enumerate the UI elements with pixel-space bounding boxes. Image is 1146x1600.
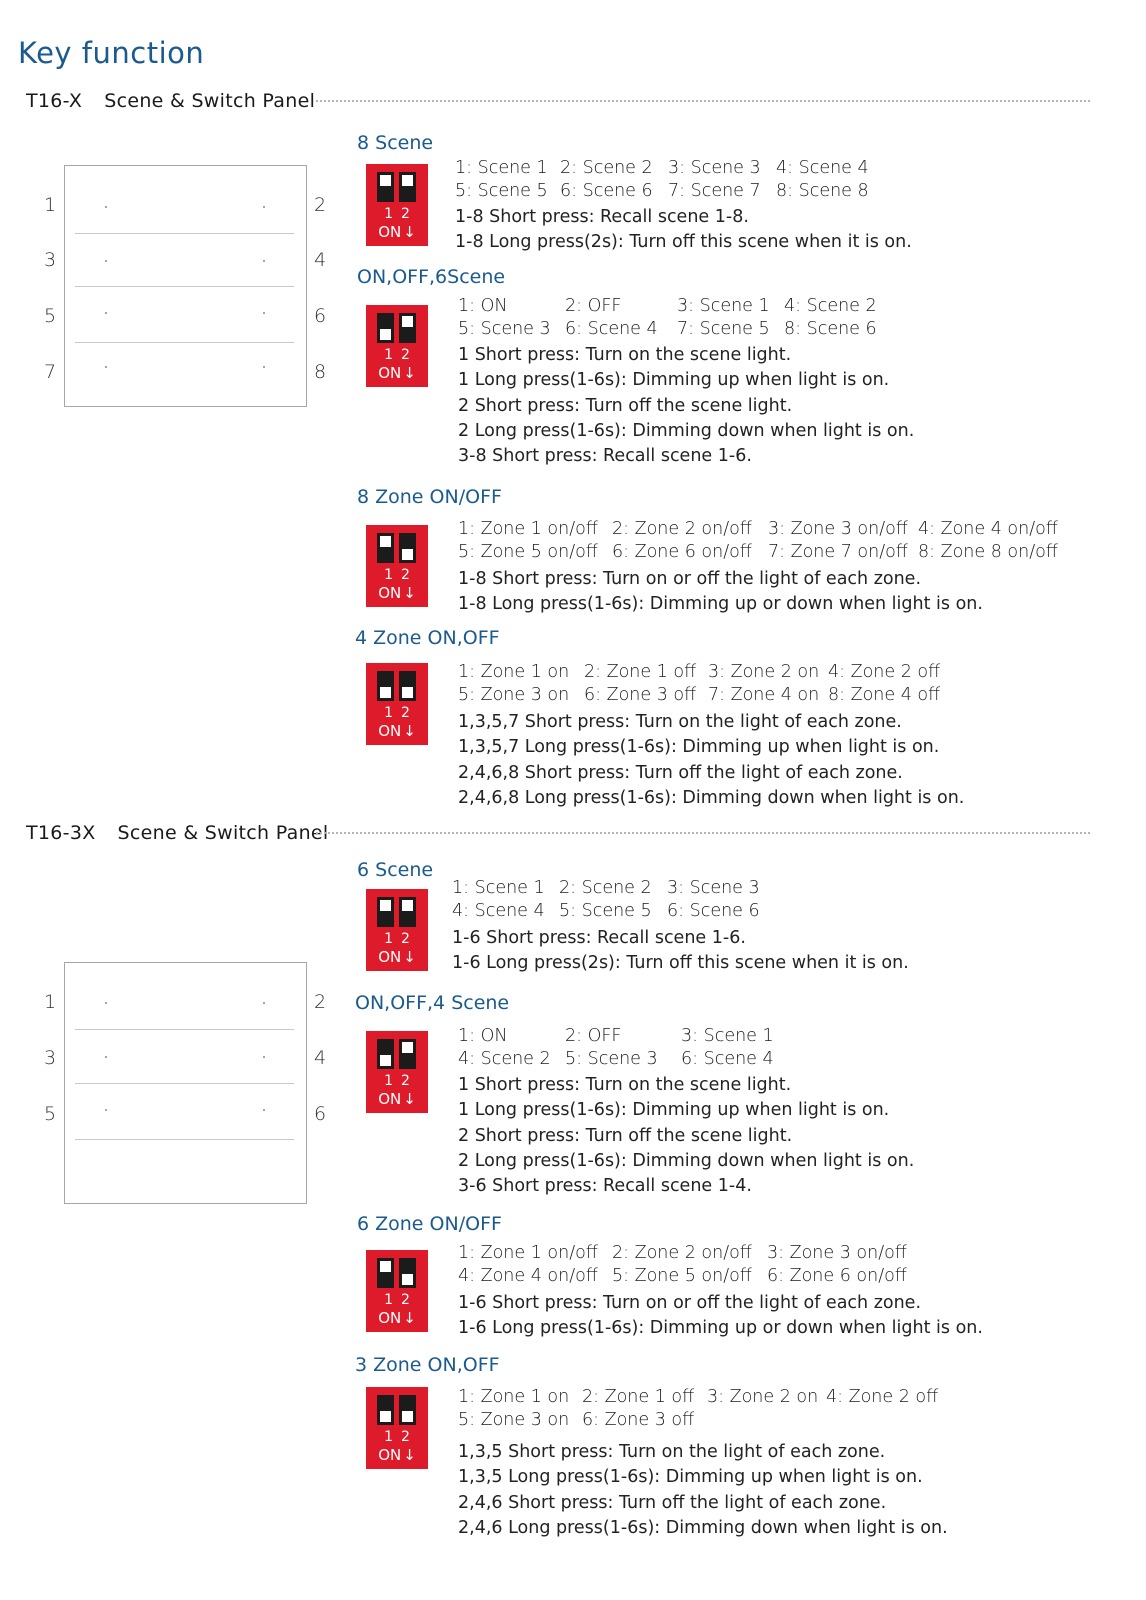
dip-switch-icon — [366, 1387, 428, 1469]
dip-on-text: ON — [378, 948, 402, 966]
dip-lever-knob — [402, 549, 413, 560]
function-description: 1-6 Short press: Turn on or off the light of each zone. — [458, 1293, 922, 1313]
section-title: ON,OFF,4 Scene — [355, 992, 510, 1014]
key-number: 1 — [44, 194, 57, 216]
key-number: 3 — [44, 249, 57, 271]
dip-on-label — [366, 364, 428, 382]
key-number: 4 — [314, 249, 327, 271]
key-assignment: 1: Zone 1 on/off — [458, 1243, 598, 1263]
dip-on-label — [366, 1090, 428, 1108]
key-assignment: 8: Scene 6 — [784, 319, 877, 339]
key-assignment: 3: Scene 3 — [668, 158, 761, 178]
dip-switch-icon — [366, 889, 428, 971]
dip-numbers: 12 — [384, 347, 418, 363]
key-assignment: 4: Scene 2 — [784, 296, 877, 316]
key-assignment: 5: Zone 5 on/off — [458, 542, 598, 562]
section-title: 6 Scene — [357, 859, 434, 881]
key-assignment: 1: Zone 1 on/off — [458, 519, 598, 539]
dip-lever-knob — [402, 1411, 413, 1422]
key-assignment: 4: Scene 4 — [776, 158, 869, 178]
key-assignment: 4: Zone 4 on/off — [918, 519, 1058, 539]
key-number: 7 — [44, 361, 57, 383]
function-description: 2,4,6,8 Long press(1-6s): Dimming down when light is on. — [458, 787, 965, 808]
key-assignment: 2: Zone 2 on/off — [612, 1243, 752, 1263]
function-description: 2,4,6 Short press: Turn off the light of each zone. — [458, 1492, 887, 1513]
key-assignment: 6: Zone 6 on/off — [612, 542, 752, 562]
key-assignment: 5: Scene 5 — [455, 181, 548, 201]
dip-lever — [377, 1039, 394, 1069]
function-description: 1-8 Long press(2s): Turn off this scene when it is on. — [455, 232, 912, 253]
panel-name: Scene & Switch Panel — [104, 90, 316, 112]
key-assignment: 5: Zone 3 on — [458, 685, 570, 705]
arrow-down-icon: ↓ — [403, 364, 416, 382]
dip-switch-icon — [366, 525, 428, 607]
key-separator — [75, 342, 294, 343]
key-dot — [105, 312, 107, 314]
key-assignment: 1: Zone 1 on — [458, 662, 570, 682]
arrow-down-icon: ↓ — [403, 1309, 416, 1327]
dip-lever — [377, 897, 394, 927]
function-description: 3-8 Short press: Recall scene 1-6. — [458, 446, 752, 467]
function-description: 1-6 Short press: Recall scene 1-6. — [452, 928, 746, 948]
function-description: 1-8 Long press(1-6s): Dimming up or down when light is on. — [458, 594, 983, 615]
key-number: 4 — [314, 1047, 327, 1069]
dip-switch-icon — [366, 1250, 428, 1332]
arrow-down-icon: ↓ — [403, 722, 416, 740]
section-title: 6 Zone ON/OFF — [357, 1213, 502, 1235]
dip-on-text: ON — [378, 1090, 402, 1108]
key-assignment: 3: Zone 3 on/off — [768, 519, 908, 539]
key-separator — [75, 1083, 294, 1084]
dip-on-text: ON — [378, 364, 402, 382]
function-description: 2 Short press: Turn off the scene light. — [458, 1125, 793, 1146]
key-dot — [105, 1002, 107, 1004]
dip-switch-icon — [366, 164, 428, 246]
key-dot — [263, 366, 265, 368]
key-assignment: 6: Zone 3 off — [582, 1410, 695, 1430]
key-assignment: 6: Scene 4 — [681, 1049, 774, 1069]
key-assignment: 3: Zone 2 on — [708, 662, 820, 682]
dip-lever — [399, 897, 416, 927]
key-assignment: 6: Scene 4 — [565, 319, 658, 339]
key-dot — [263, 1109, 265, 1111]
key-dot — [105, 1056, 107, 1058]
key-number: 6 — [314, 305, 327, 327]
function-description: 2,4,6 Long press(1-6s): Dimming down when light is on. — [458, 1517, 948, 1538]
function-description: 1,3,5,7 Short press: Turn on the light of each zone. — [458, 712, 902, 732]
dip-lever — [399, 1395, 416, 1425]
key-dot — [105, 260, 107, 262]
section-title: ON,OFF,6Scene — [357, 266, 506, 288]
dip-numbers: 12 — [384, 1292, 418, 1308]
dip-lever-knob — [380, 900, 391, 911]
key-assignment: 8: Scene 8 — [776, 181, 869, 201]
key-assignment: 3: Scene 1 — [681, 1026, 774, 1046]
dip-lever-knob — [380, 1055, 391, 1066]
key-assignment: 1: ON — [458, 1026, 508, 1046]
dip-lever — [377, 1258, 394, 1288]
dip-lever-knob — [402, 316, 413, 327]
key-assignment: 1: Scene 1 — [452, 878, 545, 898]
key-separator — [75, 233, 294, 234]
function-description: 3-6 Short press: Recall scene 1-4. — [458, 1176, 752, 1197]
function-description: 1,3,5 Short press: Turn on the light of each zone. — [458, 1442, 886, 1462]
dip-on-label — [366, 722, 428, 740]
function-description: 1,3,5,7 Long press(1-6s): Dimming up when light is on. — [458, 737, 940, 758]
key-assignment: 4: Scene 4 — [452, 901, 545, 921]
dip-lever — [377, 1395, 394, 1425]
function-description: 2,4,6,8 Short press: Turn off the light of each zone. — [458, 762, 903, 783]
panel-name: Scene & Switch Panel — [117, 822, 329, 844]
section-title: 4 Zone ON,OFF — [355, 627, 500, 649]
key-assignment: 7: Scene 5 — [677, 319, 770, 339]
key-dot — [263, 260, 265, 262]
function-description: 1 Short press: Turn on the scene light. — [458, 345, 792, 365]
dip-switch-icon — [366, 663, 428, 745]
key-dot — [263, 1002, 265, 1004]
dip-lever — [377, 533, 394, 563]
function-description: 2 Short press: Turn off the scene light. — [458, 395, 793, 416]
key-number: 1 — [44, 991, 57, 1013]
section-title: 8 Scene — [357, 132, 434, 154]
key-assignment: 5: Scene 3 — [565, 1049, 658, 1069]
key-assignment: 3: Zone 2 on — [707, 1387, 819, 1407]
key-assignment: 8: Zone 8 on/off — [918, 542, 1058, 562]
function-description: 1,3,5 Long press(1-6s): Dimming up when light is on. — [458, 1467, 923, 1488]
arrow-down-icon: ↓ — [403, 948, 416, 966]
dip-numbers: 12 — [384, 1429, 418, 1445]
key-assignment: 4: Zone 2 off — [828, 662, 941, 682]
key-separator — [75, 286, 294, 287]
panel-diagram-t16-3x — [64, 962, 307, 1204]
key-separator — [75, 1029, 294, 1030]
dip-numbers: 12 — [384, 705, 418, 721]
key-assignment: 1: Zone 1 on — [458, 1387, 570, 1407]
function-description: 1-8 Short press: Turn on or off the light of each zone. — [458, 569, 922, 589]
dip-lever — [399, 533, 416, 563]
dip-numbers: 12 — [384, 206, 418, 222]
dip-on-label — [366, 584, 428, 602]
dip-lever-knob — [380, 1261, 391, 1272]
key-assignment: 3: Scene 1 — [677, 296, 770, 316]
dip-lever-knob — [402, 1042, 413, 1053]
function-description: 2 Long press(1-6s): Dimming down when light is on. — [458, 420, 915, 441]
key-assignment: 6: Scene 6 — [560, 181, 653, 201]
key-assignment: 2: Scene 2 — [559, 878, 652, 898]
key-number: 2 — [314, 194, 327, 216]
key-dot — [105, 1109, 107, 1111]
panel-diagram-t16-x — [64, 165, 307, 407]
function-description: 1 Short press: Turn on the scene light. — [458, 1075, 792, 1095]
key-assignment: 6: Zone 6 on/off — [767, 1266, 907, 1286]
dip-lever-knob — [402, 687, 413, 698]
key-number: 5 — [44, 1103, 57, 1125]
dip-lever-knob — [402, 175, 413, 186]
section-title: 8 Zone ON/OFF — [357, 486, 502, 508]
dip-on-text: ON — [378, 1446, 402, 1464]
key-number: 3 — [44, 1047, 57, 1069]
dip-switch-icon — [366, 1031, 428, 1113]
dip-lever-knob — [402, 1274, 413, 1285]
key-assignment: 6: Scene 6 — [667, 901, 760, 921]
dip-lever-knob — [380, 1411, 391, 1422]
key-assignment: 2: Zone 1 off — [582, 1387, 695, 1407]
key-assignment: 4: Zone 4 on/off — [458, 1266, 598, 1286]
key-assignment: 4: Zone 2 off — [826, 1387, 939, 1407]
function-description: 1-6 Long press(1-6s): Dimming up or down when light is on. — [458, 1318, 983, 1339]
dip-on-label — [366, 1446, 428, 1464]
key-assignment: 2: Zone 2 on/off — [612, 519, 752, 539]
key-assignment: 5: Zone 3 on — [458, 1410, 570, 1430]
function-description: 1-6 Long press(2s): Turn off this scene when it is on. — [452, 953, 909, 974]
dip-switch-icon — [366, 305, 428, 387]
dip-on-text: ON — [378, 223, 402, 241]
function-description: 2 Long press(1-6s): Dimming down when light is on. — [458, 1150, 915, 1171]
key-assignment: 5: Scene 3 — [458, 319, 551, 339]
dip-lever — [399, 1258, 416, 1288]
function-description: 1 Long press(1-6s): Dimming up when light is on. — [458, 1100, 890, 1121]
key-number: 2 — [314, 991, 327, 1013]
key-assignment: 8: Zone 4 off — [828, 685, 941, 705]
function-description: 1-8 Short press: Recall scene 1-8. — [455, 207, 749, 227]
dip-lever — [377, 172, 394, 202]
dip-lever — [399, 671, 416, 701]
dip-on-label — [366, 223, 428, 241]
key-dot — [105, 206, 107, 208]
panel-heading-t16-3x — [26, 822, 328, 844]
key-dot — [105, 366, 107, 368]
panel-model: T16-X — [26, 90, 83, 112]
panel-model: T16-3X — [26, 822, 96, 844]
key-assignment: 7: Zone 7 on/off — [768, 542, 908, 562]
key-assignment: 2: OFF — [565, 1026, 622, 1046]
key-assignment: 5: Zone 5 on/off — [612, 1266, 752, 1286]
key-assignment: 2: OFF — [565, 296, 622, 316]
dotted-leader — [316, 832, 1090, 834]
key-separator — [75, 1139, 294, 1140]
arrow-down-icon: ↓ — [403, 1446, 416, 1464]
dip-numbers: 12 — [384, 931, 418, 947]
dip-lever-knob — [380, 329, 391, 340]
key-number: 5 — [44, 305, 57, 327]
page-title: Key function — [18, 36, 205, 70]
key-assignment: 5: Scene 5 — [559, 901, 652, 921]
dip-on-label — [366, 948, 428, 966]
key-assignment: 7: Zone 4 on — [708, 685, 820, 705]
key-assignment: 2: Scene 2 — [560, 158, 653, 178]
key-assignment: 6: Zone 3 off — [584, 685, 697, 705]
section-title: 3 Zone ON,OFF — [355, 1354, 500, 1376]
dip-on-text: ON — [378, 584, 402, 602]
key-assignment: 7: Scene 7 — [668, 181, 761, 201]
key-dot — [263, 206, 265, 208]
dip-lever-knob — [402, 900, 413, 911]
key-assignment: 1: ON — [458, 296, 508, 316]
dip-numbers: 12 — [384, 1073, 418, 1089]
dip-on-label — [366, 1309, 428, 1327]
arrow-down-icon: ↓ — [403, 584, 416, 602]
key-assignment: 2: Zone 1 off — [584, 662, 697, 682]
dip-lever-knob — [380, 536, 391, 547]
dip-lever-knob — [380, 175, 391, 186]
dip-lever — [377, 671, 394, 701]
key-assignment: 1: Scene 1 — [455, 158, 548, 178]
key-number: 8 — [314, 361, 327, 383]
dip-numbers: 12 — [384, 567, 418, 583]
dip-on-text: ON — [378, 1309, 402, 1327]
dip-lever — [399, 1039, 416, 1069]
arrow-down-icon: ↓ — [403, 223, 416, 241]
dip-lever-knob — [380, 687, 391, 698]
arrow-down-icon: ↓ — [403, 1090, 416, 1108]
key-assignment: 3: Zone 3 on/off — [767, 1243, 907, 1263]
key-number: 6 — [314, 1103, 327, 1125]
panel-heading-t16-x — [26, 90, 315, 112]
dip-lever — [399, 313, 416, 343]
dotted-leader — [316, 100, 1090, 102]
dip-lever — [399, 172, 416, 202]
key-dot — [263, 312, 265, 314]
key-assignment: 3: Scene 3 — [667, 878, 760, 898]
dip-on-text: ON — [378, 722, 402, 740]
dip-lever — [377, 313, 394, 343]
function-description: 1 Long press(1-6s): Dimming up when light is on. — [458, 370, 890, 391]
key-assignment: 4: Scene 2 — [458, 1049, 551, 1069]
key-dot — [263, 1056, 265, 1058]
